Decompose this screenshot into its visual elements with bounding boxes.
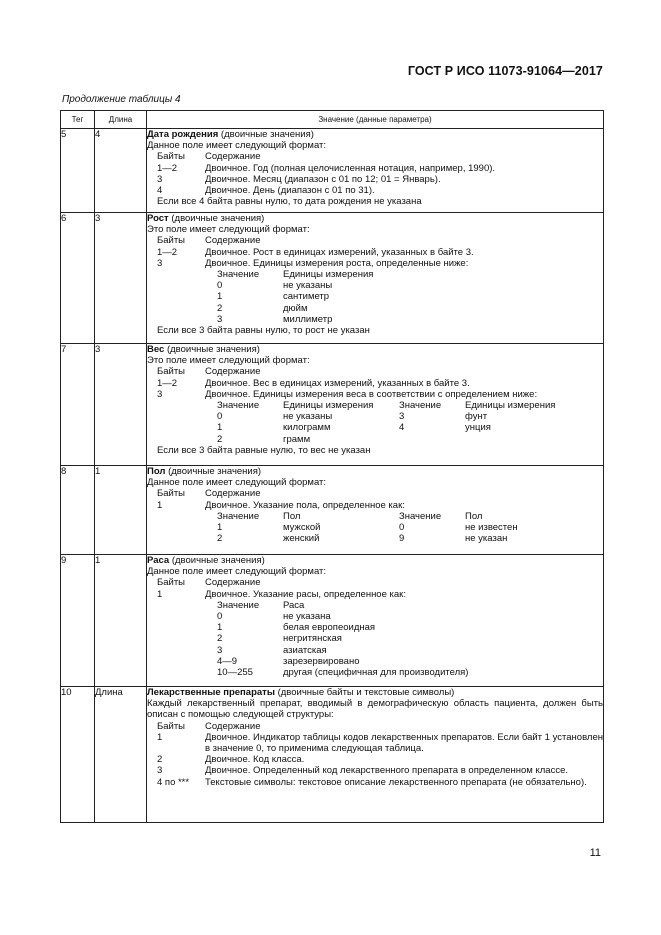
code-row — [217, 522, 603, 533]
code-table — [217, 511, 603, 545]
content-col-label: Содержание — [205, 235, 261, 247]
code-meaning: килограмм — [283, 422, 331, 434]
code-row — [217, 633, 603, 644]
value-cell — [147, 129, 604, 213]
code-value: 0 — [217, 411, 223, 423]
value-cell — [147, 687, 604, 823]
code-row — [217, 656, 603, 667]
bytes-header — [147, 151, 603, 162]
code-value: 9 — [399, 533, 405, 545]
code-value: 1 — [217, 522, 223, 534]
length-cell: 1 — [95, 555, 147, 687]
byte-index: 3 — [157, 257, 163, 269]
length-cell: 3 — [95, 344, 147, 466]
table-row — [61, 466, 604, 555]
byte-index: 1—2 — [157, 246, 178, 258]
code-row — [217, 645, 603, 656]
note-line: Если все 4 байта равны нулю, то дата рождения не указана — [157, 196, 422, 208]
code-col-label: Значение — [217, 400, 260, 412]
format-line: Это поле имеет следующий формат: — [147, 224, 310, 236]
byte-row — [147, 174, 603, 185]
code-col-label: Пол — [465, 510, 483, 522]
byte-row — [147, 185, 603, 196]
param-type: (двоичные значения) — [169, 555, 265, 566]
code-row — [217, 314, 603, 325]
byte-index: 1—2 — [157, 162, 178, 174]
content-col-label: Содержание — [205, 488, 261, 500]
bytes-col-label: Байты — [157, 366, 186, 378]
bytes-header — [147, 235, 603, 246]
byte-index: 2 — [157, 754, 163, 766]
code-value — [399, 434, 465, 445]
byte-index: 4 по *** — [157, 776, 190, 788]
code-row — [217, 434, 603, 445]
tag-cell: 8 — [61, 466, 95, 555]
param-name: Пол — [147, 466, 166, 477]
byte-desc: Текстовые символы: текстовое описание лекарственного препарата (не обязательно). — [205, 776, 587, 788]
code-meaning: не указаны — [283, 280, 333, 292]
code-row — [217, 411, 603, 422]
code-value: 4—9 — [217, 655, 238, 667]
code-col-label: Значение — [217, 269, 260, 281]
content-col-label: Содержание — [205, 366, 261, 378]
code-value: 0 — [399, 522, 405, 534]
code-meaning: фунт — [465, 411, 488, 423]
code-col-label: Единицы измерения — [465, 400, 556, 412]
bytes-col-label: Байты — [157, 151, 186, 163]
code-table — [217, 400, 603, 445]
code-meaning: не указаны — [283, 411, 333, 423]
code-col-label: Единицы измерения — [283, 400, 374, 412]
byte-index: 1—2 — [157, 377, 178, 389]
byte-desc: Двоичное. Код класса. — [205, 754, 305, 766]
note-line: Если все 3 байта равные нулю, то вес не указан — [157, 444, 371, 456]
code-meaning: дюйм — [283, 302, 308, 314]
byte-index: 1 — [157, 588, 163, 600]
col-header-tag: Тег — [61, 111, 95, 129]
tag-cell: 7 — [61, 344, 95, 466]
code-value: 10—255 — [217, 667, 253, 679]
param-title — [147, 555, 603, 566]
byte-desc: Двоичное. Определенный код лекарственного препарата в определенном классе. — [205, 765, 568, 777]
code-meaning: унция — [465, 422, 491, 434]
code-meaning: не известен — [465, 522, 518, 534]
code-meaning: не указана — [283, 611, 331, 623]
byte-row — [147, 754, 603, 765]
table-header-row — [61, 111, 604, 129]
byte-desc: Двоичное. Указание пола, определенное как: — [205, 499, 405, 511]
code-row — [217, 667, 603, 678]
param-title — [147, 344, 603, 355]
content-col-label: Содержание — [205, 577, 261, 589]
tag-cell: 5 — [61, 129, 95, 213]
code-meaning: азиатская — [283, 644, 327, 656]
code-header — [217, 511, 603, 522]
format-line: Данное поле имеет следующий формат: — [147, 477, 327, 489]
param-title — [147, 213, 603, 224]
byte-desc: Двоичное. Год (полная целочисленная нотация, например, 1990). — [205, 162, 496, 174]
byte-row — [147, 500, 603, 511]
code-meaning: грамм — [283, 433, 311, 445]
byte-index: 1 — [157, 499, 163, 511]
byte-row — [147, 163, 603, 174]
bytes-header — [147, 488, 603, 499]
code-col-label: Значение — [399, 510, 442, 522]
byte-desc: Двоичное. Рост в единицах измерений, указанных в байте 3. — [205, 246, 474, 258]
param-title — [147, 687, 603, 698]
note-line: Если все 3 байта равны нулю, то рост не указан — [157, 325, 370, 337]
format-line: Данное поле имеет следующий формат: — [147, 566, 327, 578]
table-row — [61, 344, 604, 466]
code-header — [217, 600, 603, 611]
byte-row — [147, 378, 603, 389]
code-row — [217, 622, 603, 633]
table-row — [61, 129, 604, 213]
code-meaning: сантиметр — [283, 291, 330, 303]
byte-row — [147, 777, 603, 788]
table-row — [61, 687, 604, 823]
byte-index: 4 — [157, 185, 163, 197]
byte-desc: Двоичное. День (диапазон с 01 по 31). — [205, 185, 375, 197]
tag-cell: 6 — [61, 213, 95, 344]
code-col-label: Пол — [283, 510, 301, 522]
param-name: Раса — [147, 555, 170, 566]
bytes-header — [147, 366, 603, 377]
code-col-label: Значение — [217, 599, 260, 611]
code-value: 1 — [217, 422, 223, 434]
bytes-col-label: Байты — [157, 488, 186, 500]
page-number: 11 — [589, 847, 601, 859]
length-cell: 1 — [95, 466, 147, 555]
param-name: Рост — [147, 213, 169, 224]
bytes-col-label: Байты — [157, 235, 186, 247]
code-row — [217, 291, 603, 302]
byte-index: 3 — [157, 765, 163, 777]
code-meaning: миллиметр — [283, 313, 333, 325]
code-meaning: белая европеоидная — [283, 622, 376, 634]
standard-designation: ГОСТ Р ИСО 11073-91064—2017 — [407, 64, 603, 78]
content-col-label: Содержание — [205, 151, 261, 163]
value-cell — [147, 213, 604, 344]
tag-cell: 10 — [61, 687, 95, 823]
intro-text: Каждый лекарственный препарат, вводимый в демографическую область пациента, должен быть описан с помощью следующей структуры: — [147, 698, 603, 721]
byte-desc: Двоичное. Месяц (диапазон с 01 по 12; 01 = Январь). — [205, 173, 441, 185]
param-type: (двоичные значения) — [168, 213, 265, 224]
bytes-col-label: Байты — [157, 720, 186, 732]
table-continuation-caption: Продолжение таблицы 4 — [62, 94, 181, 105]
byte-row — [147, 732, 603, 754]
length-cell: 3 — [95, 213, 147, 344]
code-col-label: Значение — [399, 400, 442, 412]
byte-row — [147, 765, 603, 776]
code-row — [217, 280, 603, 291]
byte-desc: Двоичное. Вес в единицах измерений, указанных в байте 3. — [205, 377, 470, 389]
format-line: Это поле имеет следующий формат: — [147, 355, 310, 367]
code-value: 1 — [217, 622, 223, 634]
byte-desc: Двоичное. Индикатор таблицы кодов лекарственных препаратов. Если байт 1 установлен в значение 0, то применима следующая таблица. — [205, 731, 603, 755]
code-row — [217, 303, 603, 314]
code-col-label: Единицы измерения — [283, 269, 374, 281]
param-type: (двоичные значения) — [218, 129, 314, 140]
code-value: 4 — [399, 422, 405, 434]
code-table — [217, 269, 603, 325]
code-col-label: Раса — [283, 599, 305, 611]
value-cell — [147, 555, 604, 687]
byte-row — [147, 258, 603, 269]
byte-row — [147, 247, 603, 258]
code-table — [217, 600, 603, 678]
code-row — [217, 611, 603, 622]
byte-desc: Двоичное. Единицы измерения роста, определенные ниже: — [205, 257, 469, 269]
code-meaning: зарезервировано — [283, 655, 360, 667]
code-meaning: негритянская — [283, 633, 342, 645]
code-value: 2 — [217, 302, 223, 314]
code-meaning: женский — [283, 533, 320, 545]
code-value: 2 — [217, 433, 223, 445]
table-row — [61, 555, 604, 687]
code-meaning: мужской — [283, 522, 321, 534]
code-col-label: Значение — [217, 510, 260, 522]
code-value: 2 — [217, 533, 223, 545]
code-value: 3 — [217, 644, 223, 656]
col-header-length: Длина — [95, 111, 147, 129]
code-value: 3 — [217, 313, 223, 325]
byte-row — [147, 389, 603, 400]
param-title — [147, 466, 603, 477]
param-name: Лекарственные препараты — [147, 687, 275, 698]
byte-row — [147, 589, 603, 600]
byte-desc: Двоичное. Единицы измерения веса в соответствии с определением ниже: — [205, 388, 538, 400]
parameters-table — [60, 110, 604, 823]
param-type: (двоичные байты и текстовые символы) — [274, 687, 455, 698]
table-row — [61, 213, 604, 344]
col-header-value: Значение (данные параметра) — [147, 111, 604, 129]
bytes-header — [147, 721, 603, 732]
code-value: 1 — [217, 291, 223, 303]
content-col-label: Содержание — [205, 720, 261, 732]
byte-index: 1 — [157, 731, 163, 743]
length-cell: 4 — [95, 129, 147, 213]
code-value: 0 — [217, 611, 223, 623]
param-type: (двоичные значения) — [165, 466, 262, 477]
code-row — [217, 422, 603, 433]
tag-cell: 9 — [61, 555, 95, 687]
value-cell — [147, 344, 604, 466]
length-cell: Длина — [95, 687, 147, 823]
format-line: Данное поле имеет следующий формат: — [147, 140, 327, 152]
param-title — [147, 129, 603, 140]
param-name: Дата рождения — [147, 129, 219, 140]
code-meaning — [465, 434, 603, 445]
byte-index: 3 — [157, 388, 163, 400]
code-value: 2 — [217, 633, 223, 645]
code-row — [217, 533, 603, 544]
code-header — [217, 400, 603, 411]
code-meaning: другая (специфичная для производителя) — [283, 667, 469, 679]
param-name: Вес — [147, 344, 165, 355]
bytes-header — [147, 577, 603, 588]
code-value: 3 — [399, 411, 405, 423]
code-meaning: не указан — [465, 533, 508, 545]
byte-index: 3 — [157, 173, 163, 185]
code-value: 0 — [217, 280, 223, 292]
code-header — [217, 269, 603, 280]
bytes-col-label: Байты — [157, 577, 186, 589]
byte-desc: Двоичное. Указание расы, определенное как: — [205, 588, 406, 600]
value-cell — [147, 466, 604, 555]
param-type: (двоичные значения) — [164, 344, 260, 355]
